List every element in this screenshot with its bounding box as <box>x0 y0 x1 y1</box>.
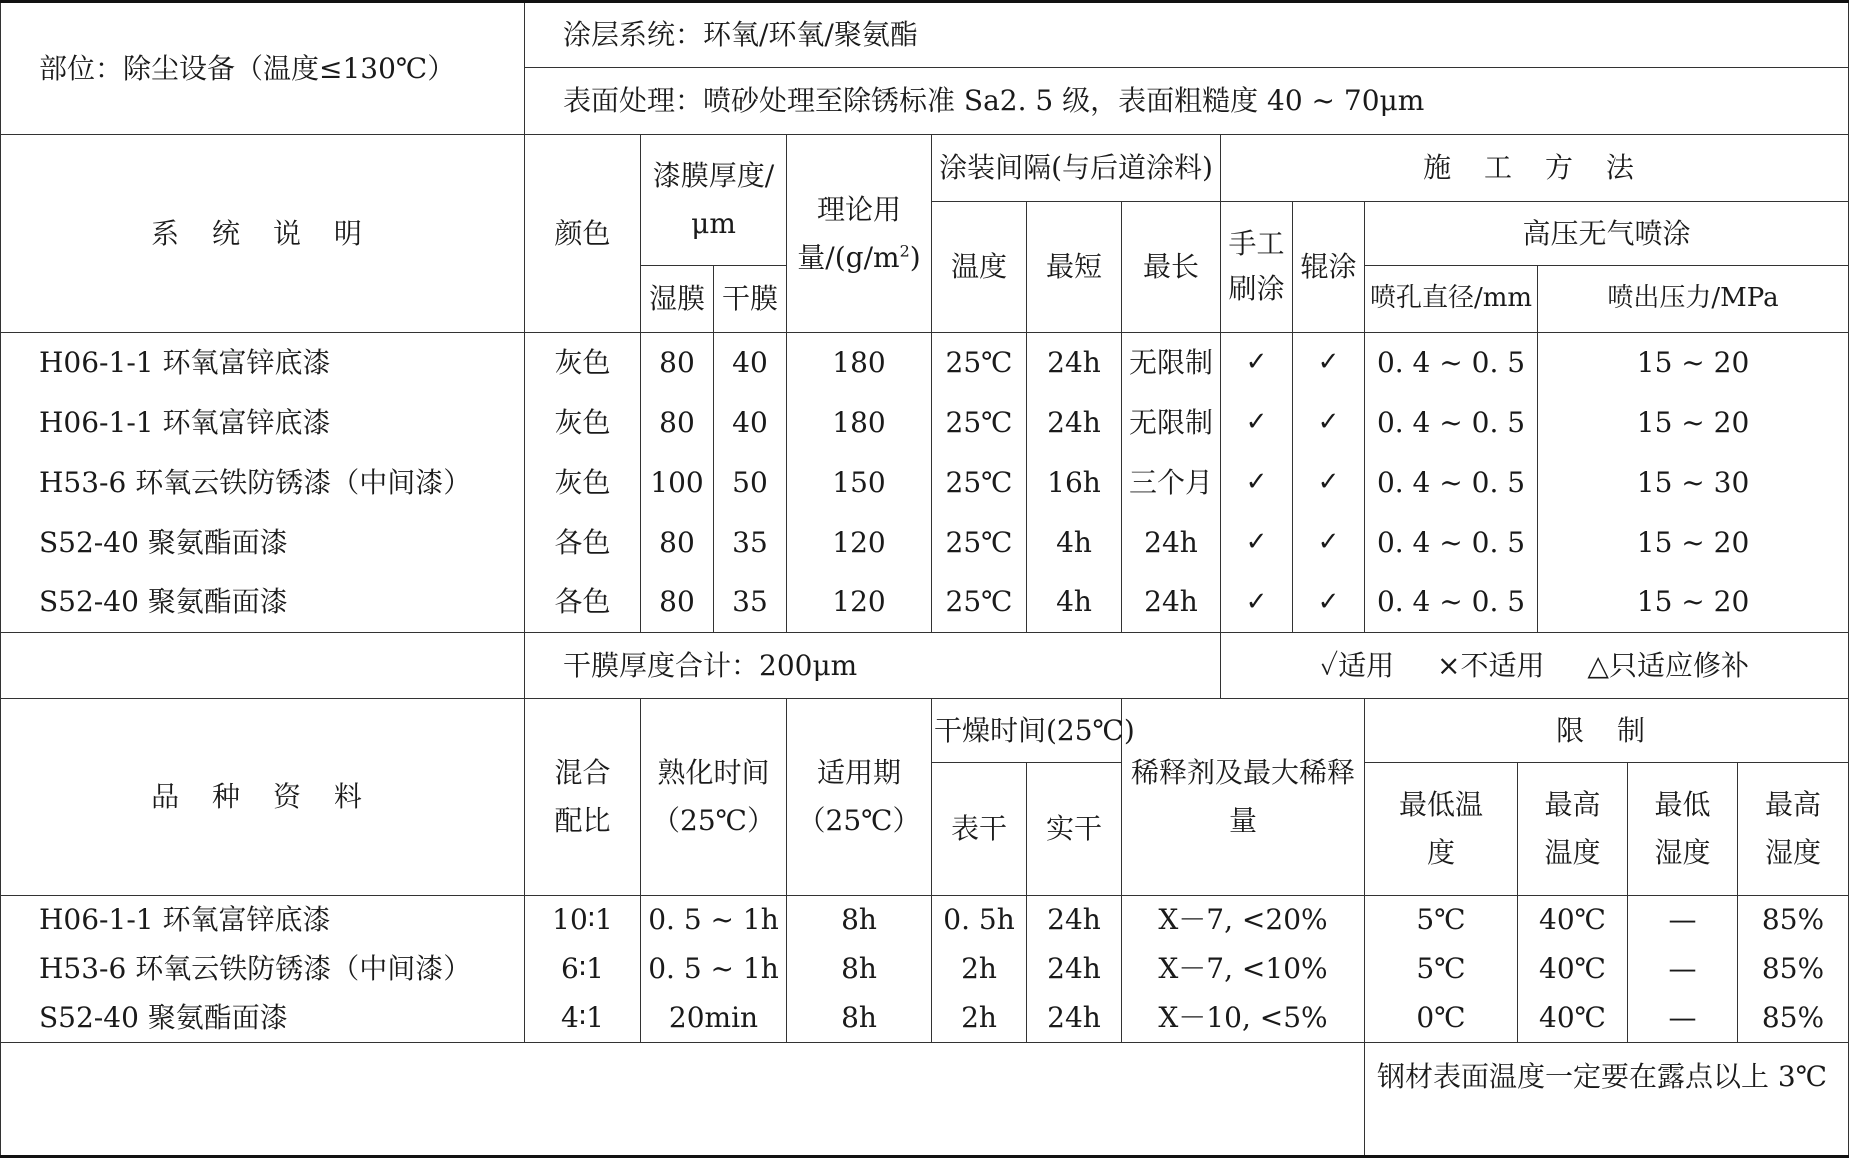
row-nozzle: 0. 4 ~ 0. 5 <box>1365 453 1538 513</box>
row-max: 无限制 <box>1122 333 1221 393</box>
wet-film-header: 湿膜 <box>641 266 714 333</box>
product-pot-life: 8h <box>787 896 932 945</box>
row-pressure: 15 ~ 20 <box>1538 393 1849 453</box>
ripening-header: 熟化时间（25℃） <box>641 699 787 896</box>
product-max-humidity: 85% <box>1738 896 1849 945</box>
system-row <box>1 573 1849 633</box>
row-name: H53-6 环氧云铁防锈漆（中间漆） <box>1 453 525 513</box>
row-nozzle: 0. 4 ~ 0. 5 <box>1365 513 1538 573</box>
product-ripening: 0. 5 ~ 1h <box>641 896 787 945</box>
product-min-temp: 5℃ <box>1365 896 1518 945</box>
row-usage: 120 <box>787 573 932 633</box>
method-header: 施 工 方 法 <box>1221 135 1849 202</box>
product-min-temp: 0℃ <box>1365 994 1518 1043</box>
mix-ratio-header: 混合配比 <box>525 699 641 896</box>
product-surface-dry: 0. 5h <box>932 896 1027 945</box>
header-row-1 <box>1 2 1849 68</box>
row-roller: ✓ <box>1293 393 1365 453</box>
product-max-temp: 40℃ <box>1518 896 1628 945</box>
row-name: H06-1-1 环氧富锌底漆 <box>1 333 525 393</box>
row-temp: 25℃ <box>932 333 1027 393</box>
brush-header: 手工刷涂 <box>1221 202 1293 333</box>
row-color: 灰色 <box>525 393 641 453</box>
interval-temp-header: 温度 <box>932 202 1027 333</box>
row-max: 24h <box>1122 513 1221 573</box>
row-wet: 100 <box>641 453 714 513</box>
product-name: H53-6 环氧云铁防锈漆（中间漆） <box>1 945 525 994</box>
row-pressure: 15 ~ 20 <box>1538 513 1849 573</box>
interval-max-header: 最长 <box>1122 202 1221 333</box>
legend-unsuitable: ×不适用 <box>1437 648 1545 682</box>
product-hard-dry: 24h <box>1027 945 1122 994</box>
product-info-header: 品 种 资 料 <box>1 699 525 896</box>
product-max-temp: 40℃ <box>1518 994 1628 1043</box>
product-surface-dry: 2h <box>932 945 1027 994</box>
row-min: 16h <box>1027 453 1122 513</box>
system-header-row-1 <box>1 135 1849 202</box>
dry-film-header: 干膜 <box>714 266 787 333</box>
product-ratio: 6∶1 <box>525 945 641 994</box>
row-wet: 80 <box>641 393 714 453</box>
row-usage: 180 <box>787 393 932 453</box>
product-min-humidity: — <box>1628 896 1738 945</box>
product-pot-life: 8h <box>787 945 932 994</box>
product-min-temp: 5℃ <box>1365 945 1518 994</box>
row-dry: 35 <box>714 513 787 573</box>
product-ripening: 20min <box>641 994 787 1043</box>
product-row <box>1 945 1849 994</box>
product-name: S52-40 聚氨酯面漆 <box>1 994 525 1043</box>
product-max-humidity: 85% <box>1738 945 1849 994</box>
row-dry: 40 <box>714 333 787 393</box>
row-brush: ✓ <box>1221 573 1293 633</box>
row-nozzle: 0. 4 ~ 0. 5 <box>1365 393 1538 453</box>
product-pot-life: 8h <box>787 994 932 1043</box>
note-spacer <box>1 1043 1365 1157</box>
dry-total-spacer <box>1 633 525 699</box>
row-brush: ✓ <box>1221 333 1293 393</box>
airless-header: 高压无气喷涂 <box>1365 202 1849 266</box>
product-thinner: X－7, <20% <box>1122 896 1365 945</box>
row-name: S52-40 聚氨酯面漆 <box>1 513 525 573</box>
max-temp-header: 最高温度 <box>1518 763 1628 896</box>
row-brush: ✓ <box>1221 513 1293 573</box>
note-row <box>1 1043 1849 1157</box>
drying-header: 干燥时间(25℃) <box>932 699 1122 763</box>
row-usage: 180 <box>787 333 932 393</box>
row-color: 灰色 <box>525 453 641 513</box>
row-max: 24h <box>1122 573 1221 633</box>
row-max: 无限制 <box>1122 393 1221 453</box>
row-roller: ✓ <box>1293 453 1365 513</box>
product-row <box>1 994 1849 1043</box>
row-temp: 25℃ <box>932 453 1027 513</box>
legend-suitable: ✓适用 <box>1320 648 1395 682</box>
system-row <box>1 453 1849 513</box>
coating-system-label: 涂层系统：环氧/环氧/聚氨酯 <box>525 2 1849 68</box>
surface-dry-header: 表干 <box>932 763 1027 896</box>
row-dry: 40 <box>714 393 787 453</box>
legend <box>1221 633 1849 699</box>
theoretical-usage-header: 理论用量$/(g/m^2)$ <box>787 135 932 333</box>
legend-touchup: △只适应修补 <box>1587 648 1749 682</box>
nozzle-header: 喷孔直径/mm <box>1365 266 1538 333</box>
row-color: 灰色 <box>525 333 641 393</box>
row-pressure: 15 ~ 20 <box>1538 333 1849 393</box>
system-row <box>1 333 1849 393</box>
hard-dry-header: 实干 <box>1027 763 1122 896</box>
film-thickness-header: 漆膜厚度/μm <box>641 135 787 266</box>
color-header: 颜色 <box>525 135 641 333</box>
system-row <box>1 513 1849 573</box>
system-row <box>1 393 1849 453</box>
row-roller: ✓ <box>1293 513 1365 573</box>
row-wet: 80 <box>641 513 714 573</box>
row-name: H06-1-1 环氧富锌底漆 <box>1 393 525 453</box>
row-min: 4h <box>1027 573 1122 633</box>
row-min: 24h <box>1027 393 1122 453</box>
product-hard-dry: 24h <box>1027 896 1122 945</box>
dew-point-note: 钢材表面温度一定要在露点以上 3℃ <box>1365 1043 1849 1157</box>
row-nozzle: 0. 4 ~ 0. 5 <box>1365 573 1538 633</box>
product-max-humidity: 85% <box>1738 994 1849 1043</box>
row-max: 三个月 <box>1122 453 1221 513</box>
pot-life-header: 适用期（25℃） <box>787 699 932 896</box>
row-temp: 25℃ <box>932 513 1027 573</box>
row-color: 各色 <box>525 573 641 633</box>
row-name: S52-40 聚氨酯面漆 <box>1 573 525 633</box>
row-nozzle: 0. 4 ~ 0. 5 <box>1365 333 1538 393</box>
product-row <box>1 896 1849 945</box>
location-label: 部位：除尘设备（温度≤130℃） <box>1 2 525 135</box>
max-humidity-header: 最高湿度 <box>1738 763 1849 896</box>
dry-total-row <box>1 633 1849 699</box>
interval-min-header: 最短 <box>1027 202 1122 333</box>
product-ratio: 10∶1 <box>525 896 641 945</box>
product-max-temp: 40℃ <box>1518 945 1628 994</box>
row-color: 各色 <box>525 513 641 573</box>
min-temp-header: 最低温度 <box>1365 763 1518 896</box>
product-header-row-1 <box>1 699 1849 763</box>
product-hard-dry: 24h <box>1027 994 1122 1043</box>
row-brush: ✓ <box>1221 393 1293 453</box>
product-min-humidity: — <box>1628 994 1738 1043</box>
product-thinner: X－7, <10% <box>1122 945 1365 994</box>
pressure-header: 喷出压力/MPa <box>1538 266 1849 333</box>
row-min: 4h <box>1027 513 1122 573</box>
product-thinner: X－10, <5% <box>1122 994 1365 1043</box>
row-pressure: 15 ~ 30 <box>1538 453 1849 513</box>
system-desc-header: 系 统 说 明 <box>1 135 525 333</box>
min-humidity-header: 最低湿度 <box>1628 763 1738 896</box>
row-usage: 120 <box>787 513 932 573</box>
product-name: H06-1-1 环氧富锌底漆 <box>1 896 525 945</box>
roller-header: 辊涂 <box>1293 202 1365 333</box>
surface-treatment-label: 表面处理：喷砂处理至除锈标准 Sa2. 5 级，表面粗糙度 40 ~ 70μm <box>525 68 1849 135</box>
row-pressure: 15 ~ 20 <box>1538 573 1849 633</box>
interval-header: 涂装间隔(与后道涂料) <box>932 135 1221 202</box>
dry-total-label: 干膜厚度合计：200μm <box>525 633 1221 699</box>
thinner-header: 稀释剂及最大稀释量 <box>1122 699 1365 896</box>
row-usage: 150 <box>787 453 932 513</box>
row-min: 24h <box>1027 333 1122 393</box>
row-temp: 25℃ <box>932 573 1027 633</box>
row-dry: 35 <box>714 573 787 633</box>
row-dry: 50 <box>714 453 787 513</box>
row-wet: 80 <box>641 333 714 393</box>
row-temp: 25℃ <box>932 393 1027 453</box>
product-ripening: 0. 5 ~ 1h <box>641 945 787 994</box>
row-roller: ✓ <box>1293 333 1365 393</box>
product-surface-dry: 2h <box>932 994 1027 1043</box>
product-min-humidity: — <box>1628 945 1738 994</box>
product-ratio: 4∶1 <box>525 994 641 1043</box>
row-brush: ✓ <box>1221 453 1293 513</box>
limits-header: 限 制 <box>1365 699 1849 763</box>
row-roller: ✓ <box>1293 573 1365 633</box>
row-wet: 80 <box>641 573 714 633</box>
